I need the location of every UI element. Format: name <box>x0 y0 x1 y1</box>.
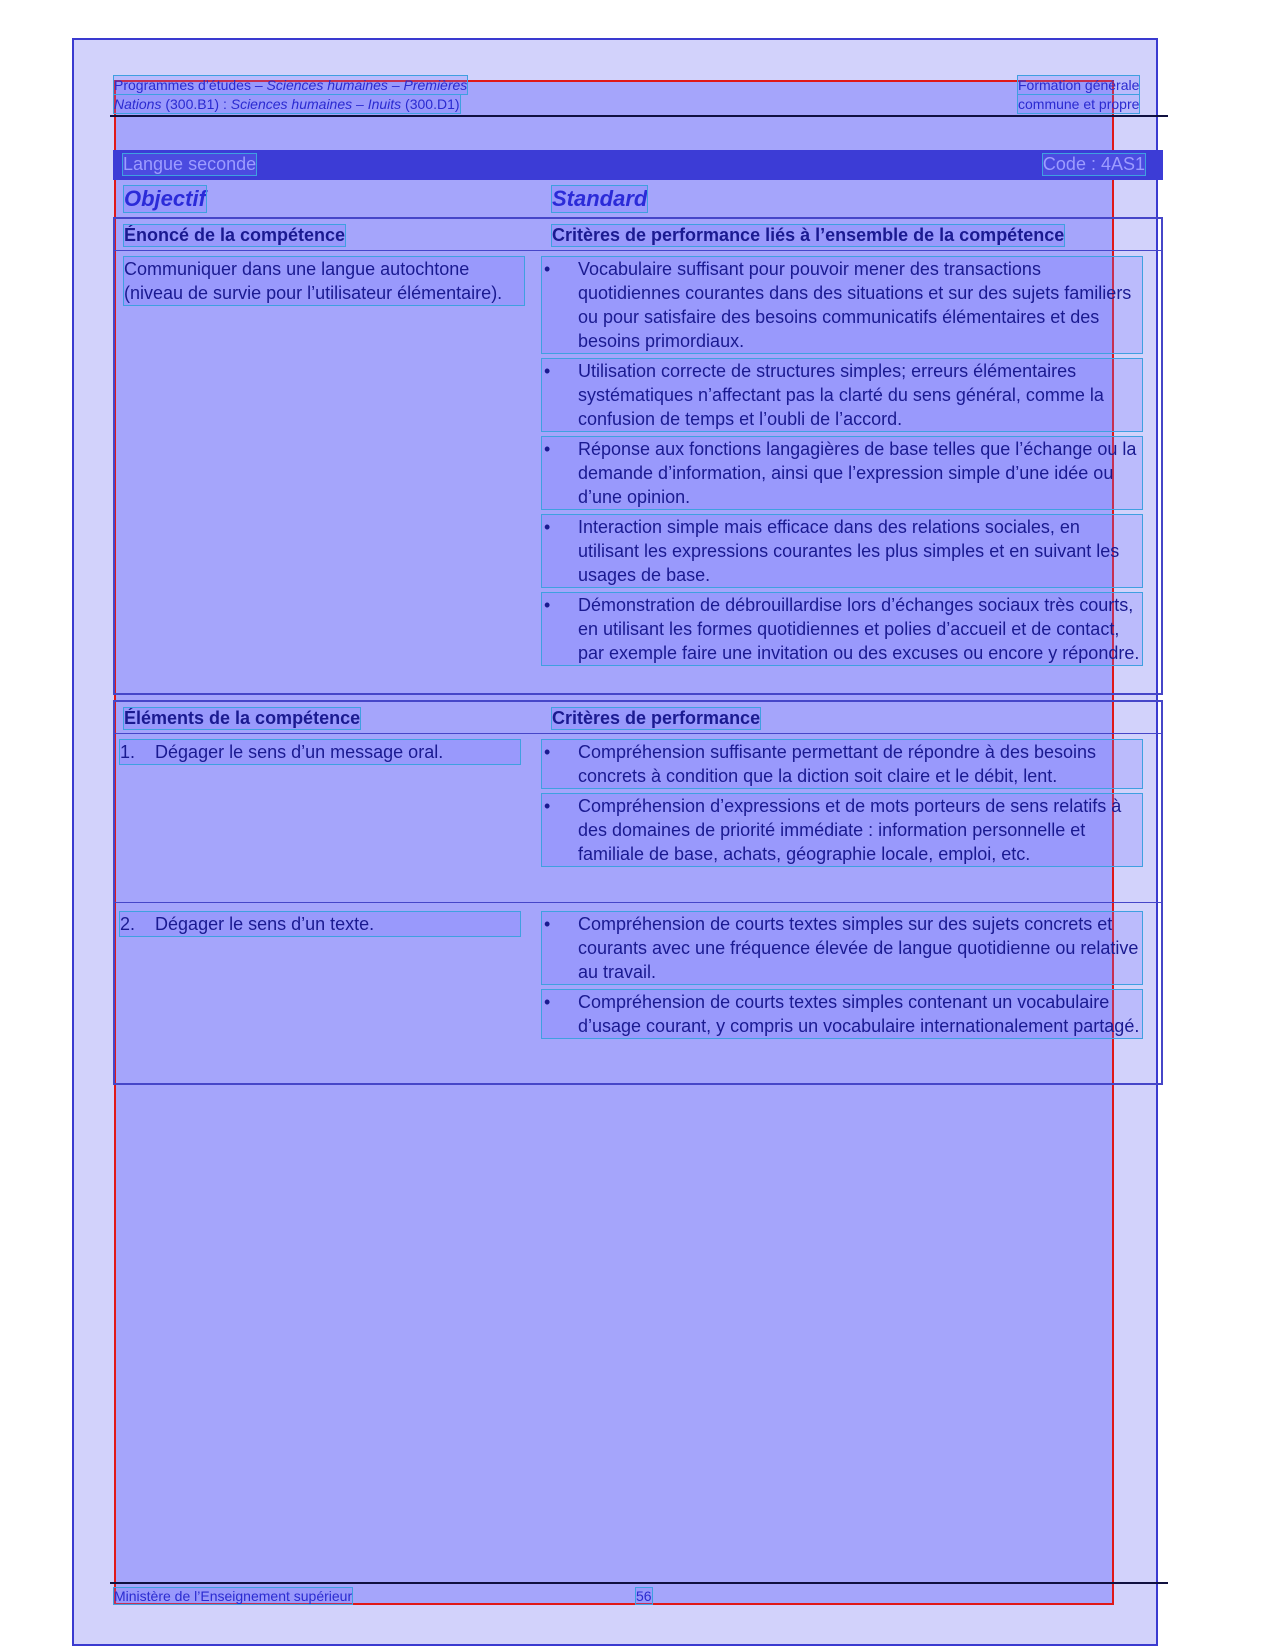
bullet-icon: • <box>544 992 551 1012</box>
banner-code: Code : 4AS1 <box>1042 154 1145 174</box>
objectif-heading: Objectif <box>124 186 206 211</box>
bullet-icon: • <box>544 742 551 762</box>
list-item: • Vocabulaire suffisant pour pouvoir mener des transactions quotidiennes courantes dans des situations et sur des sujets familiers ou pour satisfaire des besoins communicatifs élémentaires et des besoins primordiaux. <box>542 257 1142 353</box>
list-item: • Utilisation correcte de structures simples; erreurs élémentaires systématiques n’affectant pas la clarté du sens général, comme la confusion de temps et l’oubli de l’accord. <box>542 359 1142 431</box>
elements-column-header: Éléments de la compétence <box>124 708 361 728</box>
header-program-line-1 <box>114 76 467 94</box>
criteria-column-header: Critères de performance liés à l’ensemble de la compétence <box>552 225 1065 245</box>
bullet-icon: • <box>544 361 551 381</box>
header-nations: Nations <box>114 96 162 112</box>
competency-statement-table <box>113 217 1163 695</box>
footer-rule <box>110 1582 1168 1584</box>
header-program-line-2 <box>114 95 460 113</box>
header-code-b1: (300.B1) : <box>161 96 231 112</box>
statement-column-header: Énoncé de la compétence <box>124 225 346 245</box>
bullet-icon: • <box>544 796 551 816</box>
list-item: • Compréhension d’expressions et de mots porteurs de sens relatifs à des domaines de priorité immédiate : information personnelle et familiale de base, achats, géographie locale, emploi, etc. <box>542 794 1142 866</box>
element-number: 2. <box>120 914 136 934</box>
row-divider <box>115 902 1161 903</box>
header-program-prefix: Programmes d’études – <box>114 77 267 93</box>
element-text: Dégager le sens d’un message oral. <box>155 742 444 762</box>
competency-banner <box>113 150 1163 180</box>
header-inuits: Sciences humaines – Inuits <box>230 96 402 112</box>
header-formation-line-2: commune et propre <box>1018 96 1140 112</box>
element-number: 1. <box>120 742 136 762</box>
competency-elements-table <box>113 700 1163 1085</box>
list-item: • Réponse aux fonctions langagières de base telles que l’échange ou la demande d’information, ainsi que l’expression simple d’une idée ou d’une opinion. <box>542 437 1142 509</box>
header-formation-line-1: Formation générale <box>1018 77 1140 93</box>
element-text: Dégager le sens d’un texte. <box>155 914 375 934</box>
table-header <box>115 702 1161 734</box>
header-program-title: Sciences humaines – Premières <box>266 77 468 93</box>
bullet-icon: • <box>544 914 551 934</box>
performance-column-header: Critères de performance <box>552 708 761 728</box>
bullet-icon: • <box>544 259 551 279</box>
standard-heading: Standard <box>552 186 648 211</box>
element-1 <box>120 740 520 764</box>
list-item: • Compréhension suffisante permettant de répondre à des besoins concrets à condition que la diction soit claire et le débit, lent. <box>542 740 1142 788</box>
competency-statement: Communiquer dans une langue autochtone (niveau de survie pour l’utilisateur élémentaire). <box>124 257 524 305</box>
list-item: • Compréhension de courts textes simples sur des sujets concrets et courants avec une fréquence élevée de langue quotidienne ou relative au travail. <box>542 912 1142 984</box>
element-1-criteria-list <box>542 740 1142 872</box>
bullet-icon: • <box>544 595 551 615</box>
header-rule <box>110 115 1168 117</box>
page-number: 56 <box>636 1588 652 1604</box>
bullet-icon: • <box>544 517 551 537</box>
element-2-criteria-list <box>542 912 1142 1044</box>
overall-criteria-list <box>542 257 1142 671</box>
list-item: • Démonstration de débrouillardise lors d’échanges sociaux très courts, en utilisant les formes quotidiennes et polies d’accueil et de contact, par exemple faire une invitation ou des excuses ou encore y répondre. <box>542 593 1142 665</box>
bullet-icon: • <box>544 439 551 459</box>
footer-ministry: Ministère de l’Enseignement supérieur <box>114 1588 353 1604</box>
list-item: • Interaction simple mais efficace dans des relations sociales, en utilisant les expressions courantes les plus simples et en suivant les usages de base. <box>542 515 1142 587</box>
table-header <box>115 219 1161 251</box>
header-code-d1: (300.D1) <box>401 96 460 112</box>
element-2 <box>120 912 520 936</box>
banner-title: Langue seconde <box>123 154 257 174</box>
list-item: • Compréhension de courts textes simples contenant un vocabulaire d’usage courant, y compris un vocabulaire internationalement partagé. <box>542 990 1142 1038</box>
